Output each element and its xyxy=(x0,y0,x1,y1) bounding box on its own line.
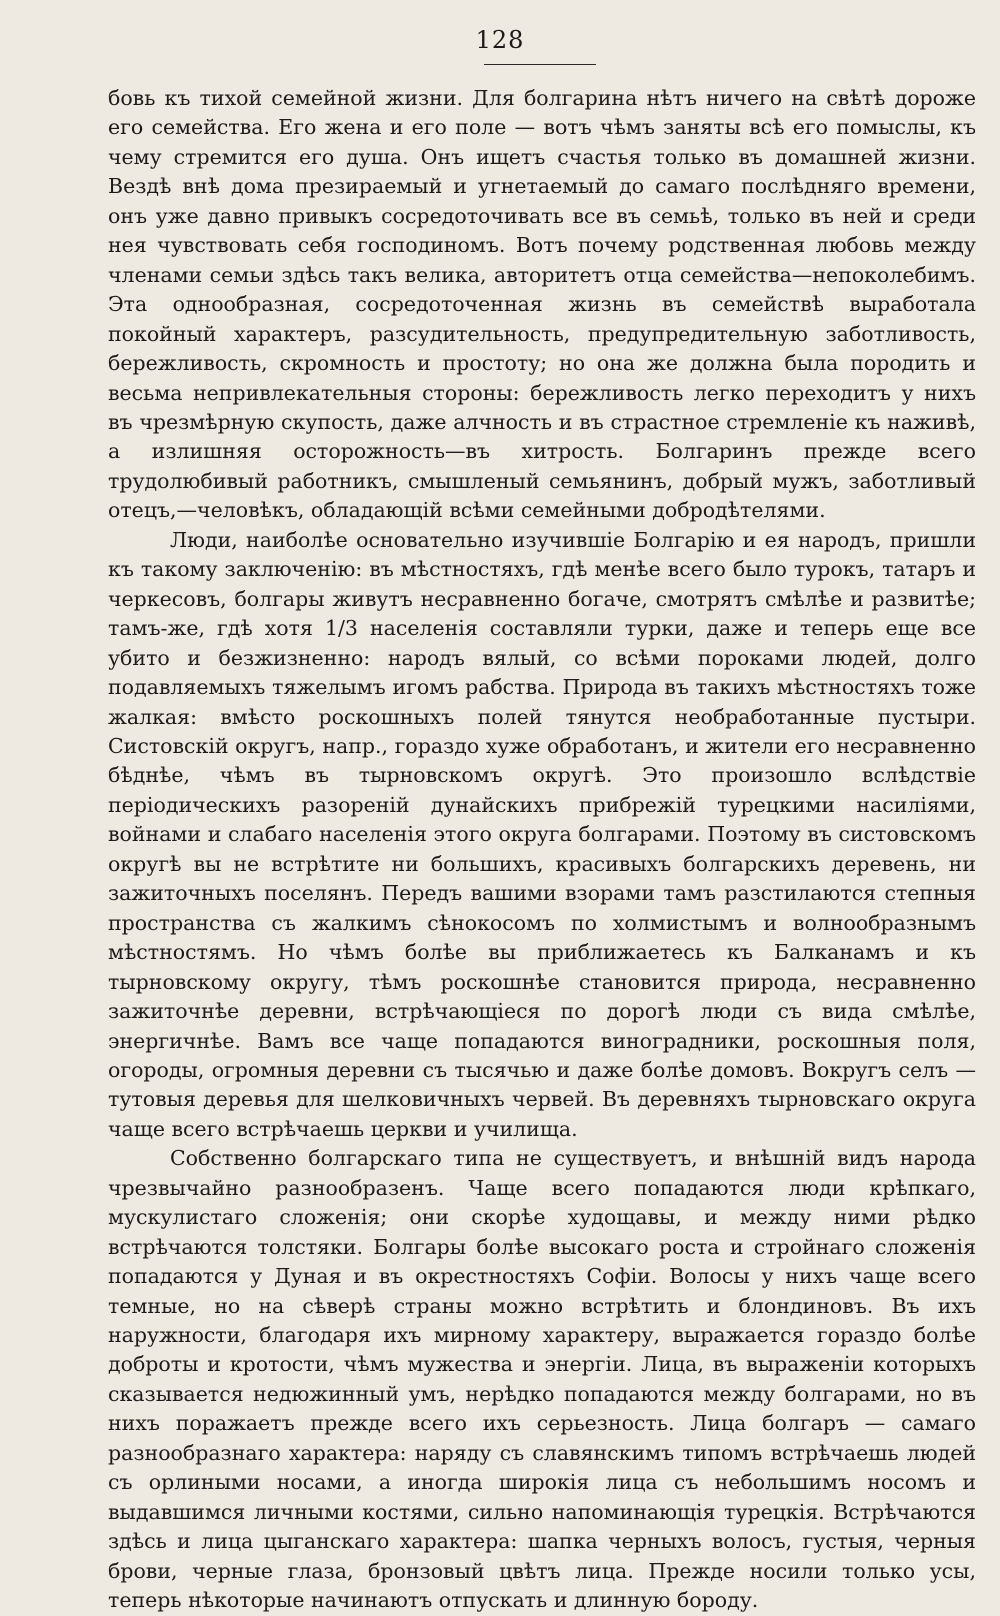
paragraph-regions: Люди, наиболѣе основательно изучившіе Болгарію и ея народъ, пришли къ такому заключенію: въ мѣстностяхъ, гдѣ менѣе всего было турокъ, татаръ и черкесовъ, болгары живутъ несравненно богаче, смотрятъ смѣлѣе и развитѣе; тамъ-же, гдѣ хотя 1/3 населенія составляли турки, даже и теперь еще все убито и безжизненно: народъ вялый, со всѣми пороками людей, долго подавляемыхъ тяжелымъ игомъ рабства. Природа въ такихъ мѣстностяхъ тоже жалкая: вмѣсто роскошныхъ полей тянутся необработанные пустыри. Систовскій округъ, напр., гораздо хуже обработанъ, и жители его несравненно бѣднѣе, чѣмъ въ тырновскомъ округѣ. Это произошло вслѣдствіе періодическихъ разореній дунайскихъ прибрежій турецкими насиліями, войнами и слабаго населенія этого округа болгарами. Поэтому въ систовскомъ округѣ вы не встрѣтите ни большихъ, красивыхъ болгарскихъ деревень, ни зажиточныхъ поселянъ. Передъ вашими взорами тамъ разстилаются степныя пространства съ жалкимъ сѣнокосомъ по холмистымъ и волнообразнымъ мѣстностямъ. Но чѣмъ болѣе вы приближаетесь къ Балканамъ и къ тырновскому округу, тѣмъ роскошнѣе становится природа, несравненно зажиточнѣе деревни, встрѣчающіеся по дорогѣ люди съ вида смѣлѣе, энергичнѣе. Вамъ все чаще попадаются виноградники, роскошныя поля, огороды, огромныя деревни съ тысячью и даже болѣе домовъ. Вокругъ селъ — тутовыя деревья для шелковичныхъ червей. Въ деревняхъ тырновскаго округа чаще всего встрѣчаешь церкви и училища. xyxy=(108,527,976,1141)
page-number: 128 xyxy=(475,26,525,54)
body-text xyxy=(108,84,976,1616)
paragraph-appearance: Собственно болгарскаго типа не существуетъ, и внѣшній видъ народа чрезвычайно разнообразенъ. Чаще всего попадаются люди крѣпкаго, мускулистаго сложенія; они скорѣе худощавы, и между ними рѣдко встрѣчаются толстяки. Болгары болѣе высокаго роста и стройнаго сложенія попадаются у Дуная и въ окрестностяхъ Софіи. Волосы у нихъ чаще всего темные, но на сѣверѣ страны можно встрѣтить и блондиновъ. Въ ихъ наружности, благодаря ихъ мирному характеру, выражается гораздо болѣе доброты и кротости, чѣмъ мужества и энергіи. Лица, въ выраженіи которыхъ сказывается недюжинный умъ, нерѣдко попадаются между болгарами, но въ нихъ поражаетъ прежде всего ихъ серьезность. Лица болгаръ — самаго разнообразнаго характера: наряду съ славянскимъ типомъ встрѣчаешь людей съ орлиными носами, а иногда широкія лица съ небольшимъ носомъ и выдавшимся личными костями, сильно напоминающія турецкія. Встрѣчаются здѣсь и лица цыганскаго характера: шапка черныхъ волосъ, густыя, черныя брови, черные глаза, бронзовый цвѣтъ лица. Прежде носили только усы, теперь нѣкоторые начинаютъ отпускать и длинную бороду. xyxy=(108,1146,976,1613)
header-rule xyxy=(484,64,596,65)
paragraph-continuation: бовь къ тихой семейной жизни. Для болгарина нѣтъ ничего на свѣтѣ дороже его семейства. Его жена и его поле — вотъ чѣмъ заняты всѣ его помыслы, къ чему стремится его душа. Онъ ищетъ счастья только въ домашней жизни. Вездѣ внѣ дома презираемый и угнетаемый до самаго послѣдняго времени, онъ уже давно привыкъ сосредоточивать все въ семьѣ, только въ ней и среди нея чувствовать себя господиномъ. Вотъ почему родственная любовь между членами семьи здѣсь такъ велика, авторитетъ отца семейства—непоколебимъ. Эта однообразная, сосредоточенная жизнь въ семействѣ выработала покойный характеръ, разсудительность, предупредительную заботливость, бережливость, скромность и простоту; но она же должна была породить и весьма непривлекательныя стороны: бережливость легко переходитъ у нихъ въ чрезмѣрную скупость, даже алчность и въ страстное стремленіе къ наживѣ, а излишняя осторожность—въ хитрость. Болгаринъ прежде всего трудолюбивый работникъ, смышленый семьянинъ, добрый мужъ, заботливый отецъ,—человѣкъ, обладающій всѣми семейными добродѣтелями. xyxy=(108,86,976,523)
